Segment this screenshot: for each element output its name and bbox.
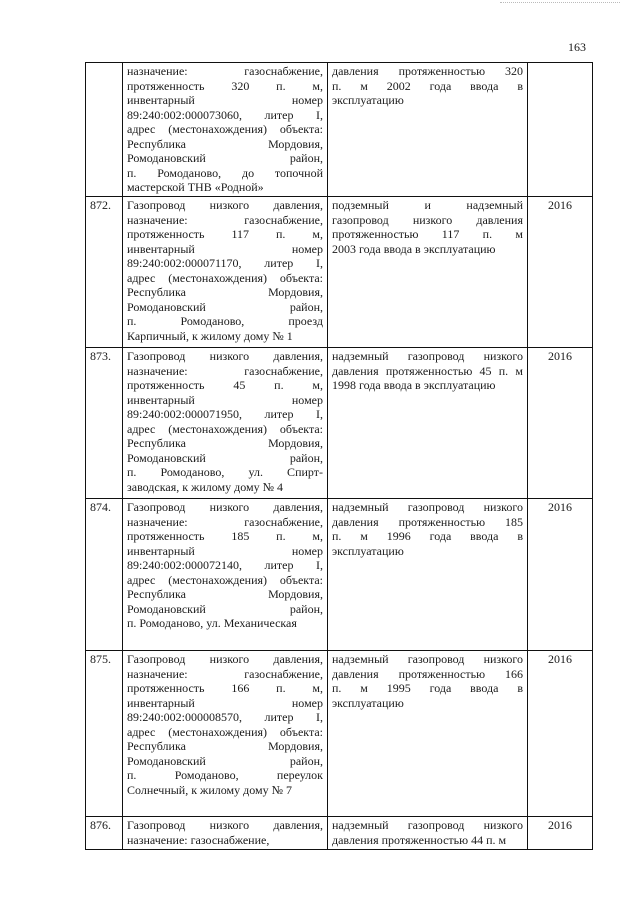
- cell-text-line: п. Ромоданово, до топочной: [127, 165, 323, 180]
- cell-text-line: Ромодановский район,: [127, 299, 323, 314]
- cell-text-line: адрес (местонахождения) объекта:: [127, 122, 323, 136]
- cell-text-line: инвентарный номер: [127, 695, 323, 710]
- cell-text-line: давления протяженностью 44 п. м: [332, 832, 507, 847]
- property-register-table: [85, 62, 593, 850]
- cell-text-line: Газопровод низкого давления,: [127, 818, 323, 832]
- cell-text-line: давления протяженностью 185: [332, 514, 523, 529]
- cell-text-line: п. Ромоданово, переулок: [127, 768, 323, 782]
- cell-text-line: давления протяженностью 320: [332, 64, 523, 78]
- cell-text-line: адрес (местонахождения) объекта:: [127, 270, 323, 285]
- cell-text-line: заводская, к жилому дому № 4: [127, 479, 284, 494]
- cell-text-line: Ромодановский район,: [127, 601, 323, 616]
- cell-text-line: 2003 года ввода в эксплуатацию: [332, 241, 496, 256]
- cell-text-line: инвентарный номер: [127, 392, 323, 407]
- cell-text-line: подземный и надземный: [332, 198, 523, 212]
- object-cell: [123, 651, 328, 817]
- description-cell: [328, 348, 528, 499]
- cell-text-line: Газопровод низкого давления,: [127, 652, 323, 666]
- cell-text-line: Республика Мордовия,: [127, 587, 323, 601]
- cell-text-line: протяженность 185 п. м,: [127, 529, 323, 543]
- row-number: 873.: [86, 348, 123, 499]
- cell-text-line: Республика Мордовия,: [127, 739, 323, 753]
- table-row: [86, 348, 593, 499]
- cell-text-line: назначение: газоснабжение,: [127, 666, 323, 681]
- cell-text-line: протяженность 166 п. м,: [127, 681, 323, 695]
- cell-text-line: п. м 2002 года ввода в: [332, 78, 523, 93]
- cell-text-line: Солнечный, к жилому дому № 7: [127, 782, 293, 797]
- page-number: 163: [568, 40, 586, 54]
- cell-text-line: надземный газопровод низкого: [332, 818, 523, 832]
- cell-text-line: п. м 1995 года ввода в: [332, 681, 523, 695]
- table-row: [86, 197, 593, 348]
- cell-text-line: назначение: газоснабжение,: [127, 64, 323, 78]
- row-number: [86, 63, 123, 197]
- description-cell: [328, 63, 528, 197]
- year-cell: 2016: [528, 499, 593, 651]
- cell-text-line: инвентарный номер: [127, 241, 323, 256]
- cell-text-line: 89:240:002:000073060, литер I,: [127, 107, 323, 122]
- cell-text-line: 89:240:002:000071950, литер I,: [127, 407, 323, 421]
- cell-text-line: 89:240:002:000008570, литер I,: [127, 710, 323, 724]
- cell-text-line: п. Ромоданово, ул. Механическая: [127, 616, 297, 630]
- cell-text-line: инвентарный номер: [127, 93, 323, 107]
- description-cell: [328, 499, 528, 651]
- table-row: [86, 817, 593, 850]
- row-number: 874.: [86, 499, 123, 651]
- row-number: 872.: [86, 197, 123, 348]
- table-row: [86, 63, 593, 197]
- cell-text-line: 1998 года ввода в эксплуатацию: [332, 378, 496, 392]
- table-row: [86, 499, 593, 651]
- cell-text-line: протяженность 320 п. м,: [127, 78, 323, 93]
- cell-text-line: надземный газопровод низкого: [332, 349, 523, 363]
- cell-text-line: мастерской ТНВ «Родной»: [127, 180, 264, 194]
- cell-text-line: Республика Мордовия,: [127, 436, 323, 450]
- cell-text-line: Ромодановский район,: [127, 753, 323, 768]
- cell-text-line: назначение: газоснабжение,: [127, 363, 323, 378]
- cell-text-line: 89:240:002:000072140, литер I,: [127, 558, 323, 572]
- object-cell: [123, 63, 328, 197]
- cell-text-line: давления протяженностью 166: [332, 666, 523, 681]
- cell-text-line: надземный газопровод низкого: [332, 652, 523, 666]
- description-cell: [328, 817, 528, 850]
- cell-text-line: Газопровод низкого давления,: [127, 500, 323, 514]
- register-rows: [86, 63, 593, 850]
- cell-text-line: п. м 1996 года ввода в: [332, 529, 523, 543]
- cell-text-line: адрес (местонахождения) объекта:: [127, 572, 323, 587]
- row-number: 876.: [86, 817, 123, 850]
- year-cell: 2016: [528, 651, 593, 817]
- row-number: 875.: [86, 651, 123, 817]
- table-row: [86, 651, 593, 817]
- cell-text-line: Карпичный, к жилому дому № 1: [127, 328, 293, 343]
- cell-text-line: Газопровод низкого давления,: [127, 198, 323, 212]
- year-cell: 2016: [528, 348, 593, 499]
- object-cell: [123, 817, 328, 850]
- cell-text-line: Республика Мордовия,: [127, 285, 323, 299]
- cell-text-line: Ромодановский район,: [127, 151, 323, 165]
- cell-text-line: Республика Мордовия,: [127, 136, 323, 151]
- description-cell: [328, 197, 528, 348]
- cell-text-line: 89:240:002:000071170, литер I,: [127, 256, 323, 270]
- cell-text-line: назначение: газоснабжение,: [127, 514, 323, 529]
- cell-text-line: протяженность 117 п. м,: [127, 227, 323, 241]
- cell-text-line: газопровод низкого давления: [332, 212, 523, 227]
- cell-text-line: эксплуатацию: [332, 543, 404, 558]
- cell-text-line: надземный газопровод низкого: [332, 500, 523, 514]
- object-cell: [123, 348, 328, 499]
- scan-artifact: [500, 2, 620, 5]
- object-cell: [123, 197, 328, 348]
- cell-text-line: эксплуатацию: [332, 695, 404, 710]
- cell-text-line: назначение: газоснабжение,: [127, 832, 270, 847]
- cell-text-line: п. Ромоданово, проезд: [127, 314, 323, 328]
- description-cell: [328, 651, 528, 817]
- year-cell: [528, 63, 593, 197]
- cell-text-line: Ромодановский район,: [127, 450, 323, 465]
- cell-text-line: протяженностью 117 п. м: [332, 227, 523, 241]
- cell-text-line: инвентарный номер: [127, 543, 323, 558]
- cell-text-line: п. Ромоданово, ул. Спирт-: [127, 465, 323, 479]
- year-cell: 2016: [528, 817, 593, 850]
- object-cell: [123, 499, 328, 651]
- cell-text-line: адрес (местонахождения) объекта:: [127, 421, 323, 436]
- cell-text-line: давления протяженностью 45 п. м: [332, 363, 523, 378]
- cell-text-line: адрес (местонахождения) объекта:: [127, 724, 323, 739]
- cell-text-line: протяженность 45 п. м,: [127, 378, 323, 392]
- cell-text-line: эксплуатацию: [332, 93, 404, 107]
- cell-text-line: Газопровод низкого давления,: [127, 349, 323, 363]
- cell-text-line: назначение: газоснабжение,: [127, 212, 323, 227]
- year-cell: 2016: [528, 197, 593, 348]
